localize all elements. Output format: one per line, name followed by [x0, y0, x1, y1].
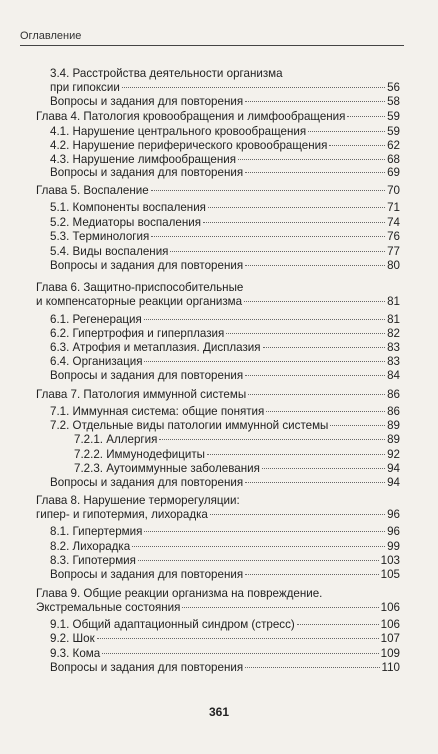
toc-entry-page: 89 [387, 433, 400, 446]
toc-entry[interactable] [50, 419, 400, 433]
toc-entry-title: Вопросы и задания для повторения [50, 476, 244, 489]
toc-entry-title: Экстремальные состояния [36, 601, 181, 614]
toc-entry[interactable] [50, 153, 400, 167]
toc-subentry[interactable] [74, 433, 400, 447]
toc-chapter[interactable] [36, 388, 400, 402]
toc-entry[interactable] [50, 259, 400, 273]
toc-entry-page: 96 [387, 508, 400, 521]
toc-entry[interactable] [50, 341, 400, 355]
toc-entry[interactable] [50, 554, 400, 568]
toc-entry-page: 69 [387, 166, 400, 179]
toc-entry[interactable] [50, 647, 400, 661]
toc-entry-page: 74 [387, 216, 400, 229]
toc-entry[interactable] [50, 476, 400, 490]
toc-entry-title: 7.2.1. Аллергия [74, 433, 158, 446]
toc-entry-page: 58 [387, 95, 400, 108]
toc-entry[interactable] [50, 245, 400, 259]
toc-entry-title: Вопросы и задания для повторения [50, 661, 244, 674]
toc-entry-title: Глава 7. Патология иммунной системы [36, 388, 247, 401]
toc-entry-title: 8.1. Гипертермия [50, 525, 143, 538]
toc-entry-title: 7.1. Иммунная система: общие понятия [50, 405, 265, 418]
toc-entry-page: 99 [387, 540, 400, 553]
toc-entry-title: Вопросы и задания для повторения [50, 259, 244, 272]
toc-entry[interactable] [50, 216, 400, 230]
toc-entry-title: 5.2. Медиаторы воспаления [50, 216, 201, 229]
toc-chapter-line1: Глава 9. Общие реакции организма на повреждение. [36, 587, 323, 600]
toc-entry-title: 7.2. Отдельные виды патологии иммунной системы [50, 419, 329, 432]
toc-entry-title: 5.3. Терминология [50, 230, 150, 243]
toc-entry-title: 9.3. Кома [50, 647, 101, 660]
toc-chapter[interactable] [36, 508, 400, 522]
toc-entry[interactable] [50, 632, 400, 646]
toc-entry-line1: 3.4. Расстройства деятельности организма [50, 67, 283, 80]
toc-entry-page: 84 [387, 369, 400, 382]
toc-entry-page: 105 [380, 568, 400, 581]
toc-entry-page: 68 [387, 153, 400, 166]
toc-entry-page: 89 [387, 419, 400, 432]
toc-entry-page: 109 [380, 647, 400, 660]
toc-entry-title: 9.2. Шок [50, 632, 95, 645]
toc-entry[interactable] [50, 369, 400, 383]
toc-entry[interactable] [50, 618, 400, 632]
toc-entry[interactable] [50, 125, 400, 139]
toc-entry-page: 110 [381, 661, 400, 674]
toc-entry-page: 81 [387, 295, 400, 308]
toc-entry-title: 5.4. Виды воспаления [50, 245, 169, 258]
toc-entry-page: 77 [387, 245, 400, 258]
toc-entry-title: Глава 4. Патология кровообращения и лимфообращения [36, 110, 346, 123]
toc-entry-page: 70 [387, 184, 400, 197]
toc-entry-page: 71 [387, 201, 400, 214]
toc-entry-title: Вопросы и задания для повторения [50, 369, 244, 382]
toc-entry-title: Глава 5. Воспаление [36, 184, 149, 197]
toc-entry-page: 106 [380, 601, 400, 614]
toc-entry-page: 94 [387, 462, 400, 475]
toc-entry-page: 82 [387, 327, 400, 340]
toc-entry[interactable] [50, 661, 400, 675]
toc-entry-title: 5.1. Компоненты воспаления [50, 201, 206, 214]
toc-entry-title: 4.3. Нарушение лимфообращения [50, 153, 236, 166]
toc-entry[interactable] [50, 139, 400, 153]
toc-entry-page: 107 [380, 632, 400, 645]
toc-entry-page: 86 [387, 388, 400, 401]
toc-chapter-line1: Глава 6. Защитно-приспособительные [36, 281, 244, 294]
toc-entry-title: 4.1. Нарушение центрального кровообращения [50, 125, 307, 138]
toc-entry-title: 9.1. Общий адаптационный синдром (стресс) [50, 618, 295, 631]
toc-entry-title: при гипоксии [50, 81, 120, 94]
toc-entry-title: Вопросы и задания для повторения [50, 568, 244, 581]
toc-entry-page: 92 [387, 448, 400, 461]
toc-entry[interactable] [50, 81, 400, 95]
toc-entry-page: 83 [387, 341, 400, 354]
toc-entry-title: 6.3. Атрофия и метаплазия. Дисплазия [50, 341, 261, 354]
toc-entry-title: 7.2.2. Иммунодефициты [74, 448, 206, 461]
toc-entry[interactable] [50, 525, 400, 539]
toc-chapter[interactable] [36, 295, 400, 309]
toc-entry-page: 83 [387, 355, 400, 368]
toc-entry[interactable] [50, 355, 400, 369]
toc-entry-page: 59 [387, 125, 400, 138]
toc-entry-page: 59 [387, 110, 400, 123]
toc-subentry[interactable] [74, 448, 400, 462]
toc-entry[interactable] [50, 540, 400, 554]
toc-entry-title: 7.2.3. Аутоиммунные заболевания [74, 462, 260, 475]
toc-entry-page: 94 [387, 476, 400, 489]
toc-entry-title: 8.2. Лихорадка [50, 540, 131, 553]
toc-entry[interactable] [50, 568, 400, 582]
toc-entry[interactable] [50, 230, 400, 244]
toc-subentry[interactable] [74, 462, 400, 476]
toc-entry-page: 80 [387, 259, 400, 272]
toc-entry-page: 96 [387, 525, 400, 538]
toc-entry-title: 6.2. Гипертрофия и гиперплазия [50, 327, 225, 340]
toc-entry[interactable] [50, 201, 400, 215]
toc-entry-page: 103 [380, 554, 400, 567]
toc-entry-page: 56 [387, 81, 400, 94]
toc-chapter[interactable] [36, 601, 400, 615]
toc-entry[interactable] [50, 405, 400, 419]
toc-entry-title: 6.4. Организация [50, 355, 143, 368]
toc-entry[interactable] [50, 313, 400, 327]
toc-entry-page: 62 [387, 139, 400, 152]
toc-entry-page: 106 [380, 618, 400, 631]
toc-entry-page: 76 [387, 230, 400, 243]
toc-chapter[interactable] [36, 184, 400, 198]
running-header: Оглавление [20, 30, 82, 42]
toc-entry[interactable] [50, 95, 400, 109]
toc-entry-title: и компенсаторные реакции организма [36, 295, 243, 308]
toc-entry-title: Вопросы и задания для повторения [50, 166, 244, 179]
toc-entry-title: 4.2. Нарушение периферического кровообращения [50, 139, 328, 152]
toc-entry[interactable] [50, 327, 400, 341]
toc-entry-page: 81 [387, 313, 400, 326]
toc-chapter-line1: Глава 8. Нарушение терморегуляции: [36, 494, 240, 507]
toc-chapter[interactable] [36, 110, 400, 124]
toc-entry-title: 6.1. Регенерация [50, 313, 142, 326]
toc-entry-title: гипер- и гипотермия, лихорадка [36, 508, 208, 521]
page-number: 361 [208, 705, 230, 719]
toc-entry-title: 8.3. Гипотермия [50, 554, 136, 567]
toc-entry[interactable] [50, 166, 400, 180]
toc-entry-title: Вопросы и задания для повторения [50, 95, 244, 108]
toc-entry-page: 86 [387, 405, 400, 418]
